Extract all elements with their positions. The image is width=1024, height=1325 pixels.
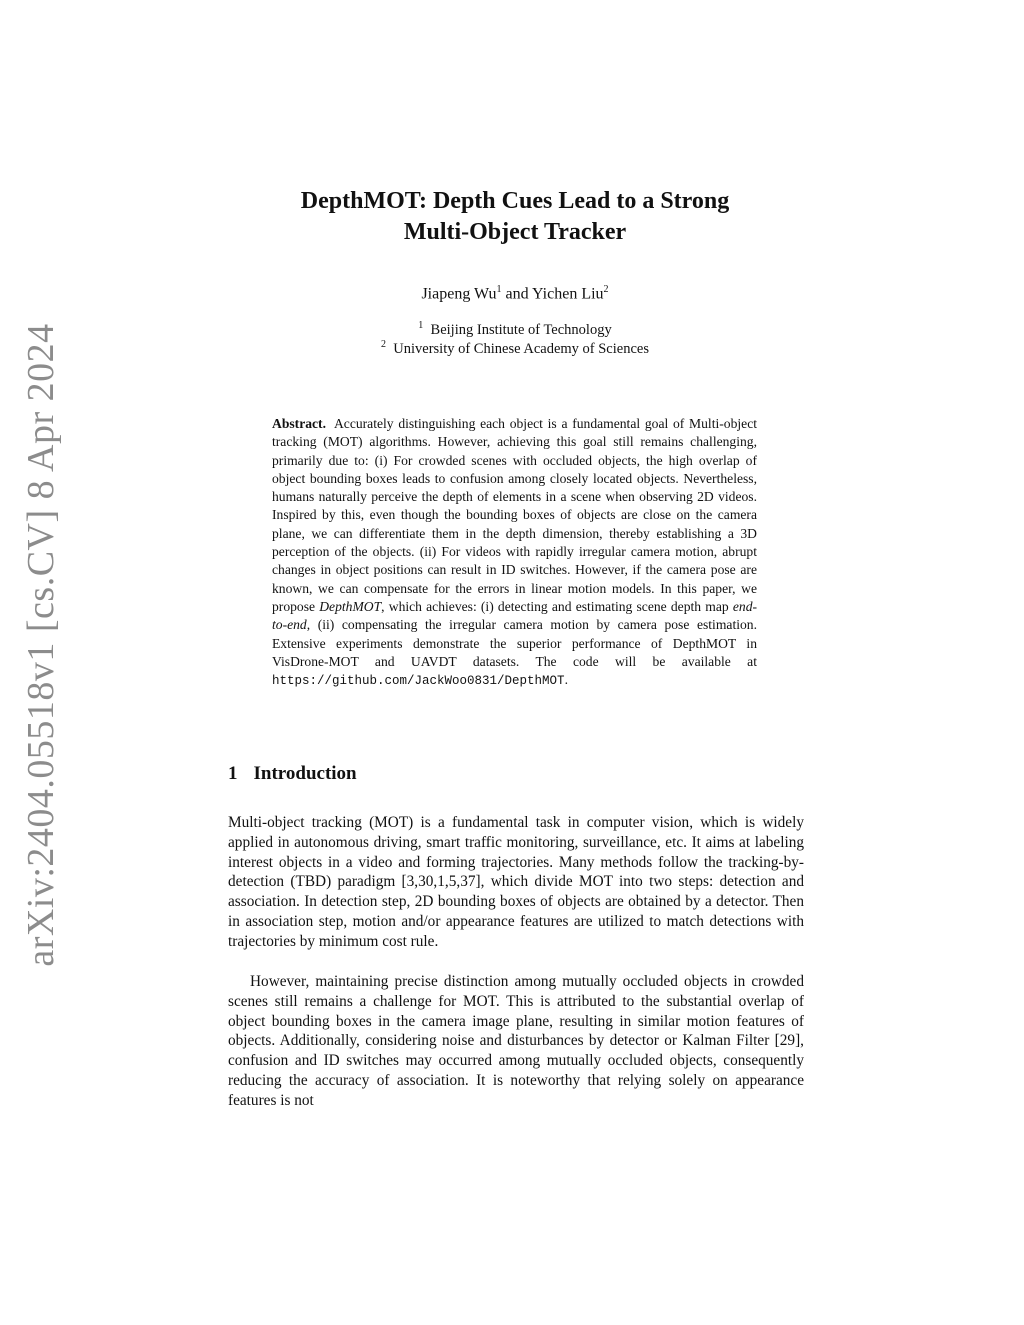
title-line-2: Multi-Object Tracker <box>403 219 627 245</box>
paper-title <box>200 186 830 248</box>
abstract-label: Abstract. <box>272 416 326 431</box>
author-affil-mark: 2 <box>603 284 609 295</box>
author-conjunction: and <box>501 285 532 303</box>
affil-name: University of Chinese Academy of Sciences <box>393 340 649 357</box>
body-paragraph: Multi-object tracking (MOT) is a fundamental task in computer vision, which is widely applied in autonomous driving, smart traffic monitoring, surveillance, etc. It aims at labeling interest objects in a video and forming trajectories. Many methods follow the tracking-by-detection (TBD) paradigm [3,30,1,5,37], which divide MOT into two steps: detection and association. In detection step, 2D bounding boxes of objects are obtained by a detector. Then in association step, motion and/or appearance features are utilized to match detections with trajectories by minimum cost rule. <box>228 814 804 950</box>
author-name: Jiapeng Wu <box>421 285 497 303</box>
section-number: 1 <box>228 763 238 784</box>
author-list <box>200 284 830 303</box>
abstract-text: , which achieves: (i) detecting and estimating scene depth map <box>381 598 729 614</box>
method-name: DepthMOT <box>319 598 382 614</box>
emphasis-text: end-to-end <box>272 598 758 633</box>
abstract-period: . <box>564 672 568 688</box>
abstract-text: , (ii) compensating the irregular camera motion by camera pose estimation. Extensive experiments demonstrate the superior performance of DepthMOT in VisDrone-MOT and UAVDT datasets. The code will be available at <box>272 617 757 669</box>
author-affil-mark: 1 <box>496 284 502 295</box>
title-line-1: DepthMOT: Depth Cues Lead to a Strong <box>300 188 730 214</box>
affiliation-1 <box>200 320 830 339</box>
arxiv-identifier: arXiv:2404.05518v1 [cs.CV] 8 Apr 2024 <box>20 323 62 967</box>
author-name: Yichen Liu <box>532 285 604 303</box>
affil-mark: 2 <box>381 339 387 350</box>
affil-name: Beijing Institute of Technology <box>430 321 612 338</box>
affiliation-2 <box>200 339 830 358</box>
abstract <box>272 415 757 690</box>
code-url-link[interactable]: https://github.com/JackWoo0831/DepthMOT <box>272 674 565 689</box>
body-paragraph: However, maintaining precise distinction among mutually occluded objects in crowded scenes still remains a challenge for MOT. This is attributed to the substantial overlap of object bounding boxes in the camera image plane, resulting in similar motion features of objects. Additionally, considering noise and disturbances by detector or Kalman Filter [29], confusion and ID switches may occurred among mutually occluded objects, consequently reducing the accuracy of association. It is noteworthy that relying solely on appearance features is not <box>228 973 804 1109</box>
section-title: Introduction <box>253 763 357 784</box>
section-heading <box>228 763 357 785</box>
affil-mark: 1 <box>418 320 424 331</box>
abstract-text: Accurately distinguishing each object is a fundamental goal of Multi-object tracking (MOT) algorithms. However, achieving this goal still remains challenging, primarily due to: (i) For crowded scenes with occluded objects, the high overlap of object bounding boxes leads to confusion among closely located objects. Nevertheless, humans naturally perceive the depth of elements in a scene when observing 2D videos. Inspired by this, even though the bounding boxes of objects are close on the camera plane, we can differentiate them in the depth dimension, thereby establishing a 3D perception of the objects. (ii) For videos with rapidly irregular camera motion, abrupt changes in object positions can result in ID switches. However, if the camera pose are known, we can compensate for the errors in linear motion models. In this paper, we propose <box>272 416 757 614</box>
